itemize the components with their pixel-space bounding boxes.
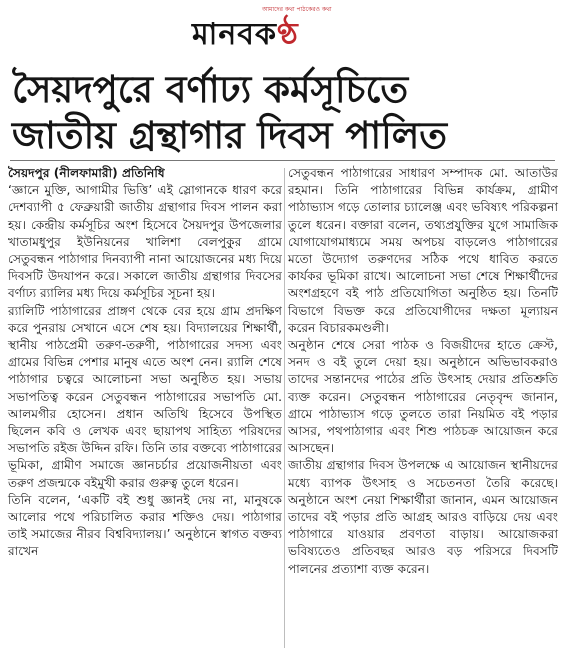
masthead-tagline: আমাদের কথা পাঠকেরও কথা xyxy=(262,6,332,13)
article-column-left xyxy=(8,165,282,561)
headline-divider xyxy=(10,160,555,161)
masthead xyxy=(0,0,564,66)
article-paragraph: সেতুবন্ধন পাঠাগারের সাধারণ সম্পাদক মো. আতাউর রহমান। তিনি পাঠাগারের বিভিন্ন কার্যক্রম, গ্রামীণ পাঠাভ্যাস গড়ে তোলার চ্যালেঞ্জ এবং ভবিষ্যৎ পরিকল্পনা তুলে ধরেন। বক্তারা বলেন, তথ্যপ্রযুক্তির যুগে সামাজিক যোগাযোগমাধ্যমে সময় অপচয় বাড়লেও পাঠাগারের মতো উদ্যোগ তরুণদের সঠিক পথে ধাবিত করতে কার্যকর ভূমিকা রাখে। আলোচনা সভা শেষে শিক্ষার্থীদের অংশগ্রহণে বই পাঠ প্রতিযোগিতা অনুষ্ঠিত হয়। তিনটি বিভাগে বিভক্ত করে প্রতিযোগীদের দক্ষতা মূল্যায়ন করেন বিচারকমণ্ডলী। xyxy=(288,166,558,335)
logo-text: মানবক xyxy=(192,17,277,52)
article-paragraph: তিনি বলেন, ‘একটি বই শুধু জ্ঞানই দেয় না, মানুষকে আলোর পথে পরিচালিত করার শক্তিও দেয়। পাঠাগার তাই সমাজের নীরব বিশ্ববিদ্যালয়।’ অনুষ্ঠানে স্বাগত বক্তব্য রাখেন xyxy=(8,492,282,559)
newspaper-logo xyxy=(192,10,299,61)
logo-accent-text: ণ্ঠ xyxy=(276,17,299,52)
column-divider xyxy=(284,168,285,648)
article-byline: সৈয়দপুর (নীলফামারী) প্রতিনিধি xyxy=(8,166,165,180)
headline-line-1: সৈয়দপুরে বর্ণাঢ্য কর্মসূচিতে xyxy=(12,68,409,111)
article-paragraph: জাতীয় গ্রন্থাগার দিবস উপলক্ষে এ আয়োজন স্থানীয়দের মধ্যে ব্যাপক উৎসাহ ও সচেতনতা তৈরি করেছে। অনুষ্ঠানে অংশ নেয়া শিক্ষার্থীরা জানান, এমন আয়োজন তাদের বই পড়ার প্রতি আগ্রহ আরও বাড়িয়ে দেয় এবং পাঠাগারে যাওয়ার প্রবণতা বাড়ায়। আয়োজকরা ভবিষ্যতেও প্রতিবছর আরও বড় পরিসরে দিবসটি পালনের প্রত্যাশা ব্যক্ত করেন। xyxy=(288,458,558,576)
article-column-right xyxy=(288,165,558,578)
article-headline xyxy=(12,67,557,159)
article-paragraph: র‌্যালিটি পাঠাগারের প্রাঙ্গণ থেকে বের হয়ে গ্রাম প্রদক্ষিণ করে পুনরায় সেখানে এসে শেষ হয়। বিদ্যালয়ের শিক্ষার্থী, স্থানীয় পাঠপ্রেমী তরুণ-তরুণী, পাঠাগারের সদস্য এবং গ্রামের বিভিন্ন পেশার মানুষ এতে অংশ নেন। র‌্যালি শেষে পাঠাগার চত্বরে আলোচনা সভা অনুষ্ঠিত হয়। সভায় সভাপতিত্ব করেন সেতুবন্ধন পাঠাগারের সভাপতি মো. আলমগীর হোসেন। প্রধান অতিথি হিসেবে উপস্থিত ছিলেন কবি ও লেখক এবং ছায়াপথ সাহিত্য পরিষদের সভাপতি রইজ উদ্দিন রফি। তিনি তার বক্তব্যে পাঠাগারের ভূমিকা, গ্রামীণ সমাজে জ্ঞানচর্চার প্রয়োজনীয়তা এবং তরুণ প্রজন্মকে বইমুখী করার গুরুত্ব তুলে ধরেন। xyxy=(8,303,282,490)
headline-line-2: জাতীয় গ্রন্থাগার দিবস পালিত xyxy=(12,114,448,157)
article-paragraph: অনুষ্ঠান শেষে সেরা পাঠক ও বিজয়ীদের হাতে ক্রেস্ট, সনদ ও বই তুলে দেয়া হয়। অনুষ্ঠানে অভিভাবকরাও তাদের সন্তানদের পাঠের প্রতি উৎসাহ দেয়ার প্রতিশ্রুতি ব্যক্ত করেন। সেতুবন্ধন পাঠাগারের নেতৃবৃন্দ জানান, গ্রামে পাঠাভ্যাস গড়ে তুলতে তারা নিয়মিত বই পড়ার আসর, পথপাঠাগার এবং শিশু পাঠচক্র আয়োজন করে আসছেন। xyxy=(288,338,558,456)
article-paragraph: ‘জ্ঞানে মুক্তি, আগামীর ভিত্তি’ এই স্লোগানকে ধারণ করে দেশব্যাপী ৫ ফেব্রুয়ারী জাতীয় গ্রন্থাগার দিবস পালন করা হয়। কেন্দ্রীয় কর্মসূচির অংশ হিসেবে সৈয়দপুর উপজেলার খাতামধুপুর ইউনিয়নের খালিশা বেলপুকুর গ্রামে সেতুবন্ধন পাঠাগার দিনব্যাপী নানা আয়োজনের মধ্য দিয়ে দিবসটি উদযাপন করে। সকালে জাতীয় গ্রন্থাগার দিবসের বর্ণাঢ্য র‌্যালির মধ্য দিয়ে কর্মসূচির সূচনা হয়। xyxy=(8,183,282,301)
